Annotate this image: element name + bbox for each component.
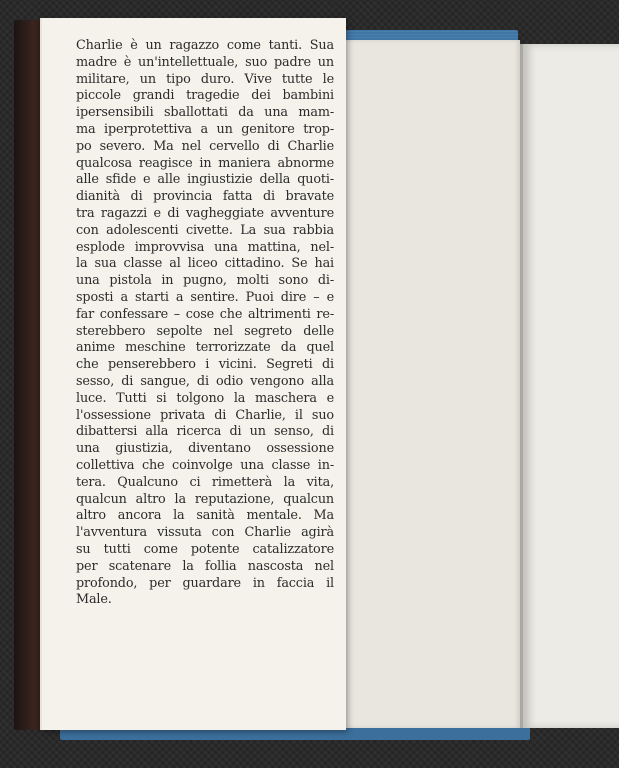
blurb-line: militare, un tipo duro. Vive tutte le: [76, 71, 334, 87]
blurb-line: una pistola in pugno, molti sono di-: [76, 273, 334, 289]
blurb-line: piccole grandi tragedie dei bambini: [76, 88, 334, 104]
blurb-line: alle sfide e alle ingiustizie della quoti-: [76, 172, 334, 188]
blurb-line: per scatenare la follia nascosta nel: [76, 558, 334, 574]
blurb-line: luce. Tutti si tolgono la maschera e: [76, 390, 334, 406]
blurb-line: anime meschine terrorizzate da quel: [76, 340, 334, 356]
blurb-line: la sua classe al liceo cittadino. Se hai: [76, 256, 334, 272]
dust-jacket-flap: [40, 18, 346, 730]
blurb-line: sesso, di sangue, di odio vengono alla: [76, 373, 334, 389]
blurb-line: dianità di provincia fatta di bravate: [76, 189, 334, 205]
blurb-line: Male.: [76, 592, 112, 608]
blurb-line: l'avventura vissuta con Charlie agirà: [76, 525, 334, 541]
blurb-line: sposti a starti a sentire. Puoi dire – e: [76, 289, 334, 305]
blurb-line: profondo, per guardare in faccia il: [76, 575, 334, 591]
blurb-line: po severo. Ma nel cervello di Charlie: [76, 138, 334, 154]
blurb-line: madre è un'intellettuale, suo padre un: [76, 54, 334, 70]
blurb-line: ipersensibili sballottati da una mam-: [76, 105, 334, 121]
blurb-line: collettiva che coinvolge una classe in-: [76, 457, 334, 473]
blurb-line: esplode improvvisa una mattina, nel-: [76, 239, 334, 255]
blurb-line: sterebbero sepolte nel segreto delle: [76, 323, 334, 339]
blurb-line: tra ragazzi e di vagheggiate avventure: [76, 205, 334, 221]
blurb-line: l'ossessione privata di Charlie, il suo: [76, 407, 334, 423]
blurb-text: [76, 38, 334, 609]
blurb-line: su tutti come potente catalizzatore: [76, 541, 334, 557]
blurb-line: altro ancora la sanità mentale. Ma: [76, 508, 334, 524]
endpaper-page: [336, 40, 520, 728]
blurb-line: dibattersi alla ricerca di un senso, di: [76, 424, 334, 440]
blurb-line: che penserebbero i vicini. Segreti di: [76, 357, 334, 373]
blurb-line: far confessare – cose che altrimenti re-: [76, 306, 334, 322]
blurb-line: con adolescenti civette. La sua rabbia: [76, 222, 334, 238]
blurb-line: qualcosa reagisce in maniera abnorme: [76, 155, 334, 171]
blurb-line: Charlie è un ragazzo come tanti. Sua: [76, 38, 334, 53]
blurb-line: ma iperprotettiva a un genitore trop-: [76, 121, 334, 137]
endpaper-right-page: [520, 44, 619, 728]
blurb-line: tera. Qualcuno ci rimetterà la vita,: [76, 474, 334, 490]
blurb-line: una giustizia, diventano ossessione: [76, 441, 334, 457]
blurb-line: qualcun altro la reputazione, qualcun: [76, 491, 334, 507]
